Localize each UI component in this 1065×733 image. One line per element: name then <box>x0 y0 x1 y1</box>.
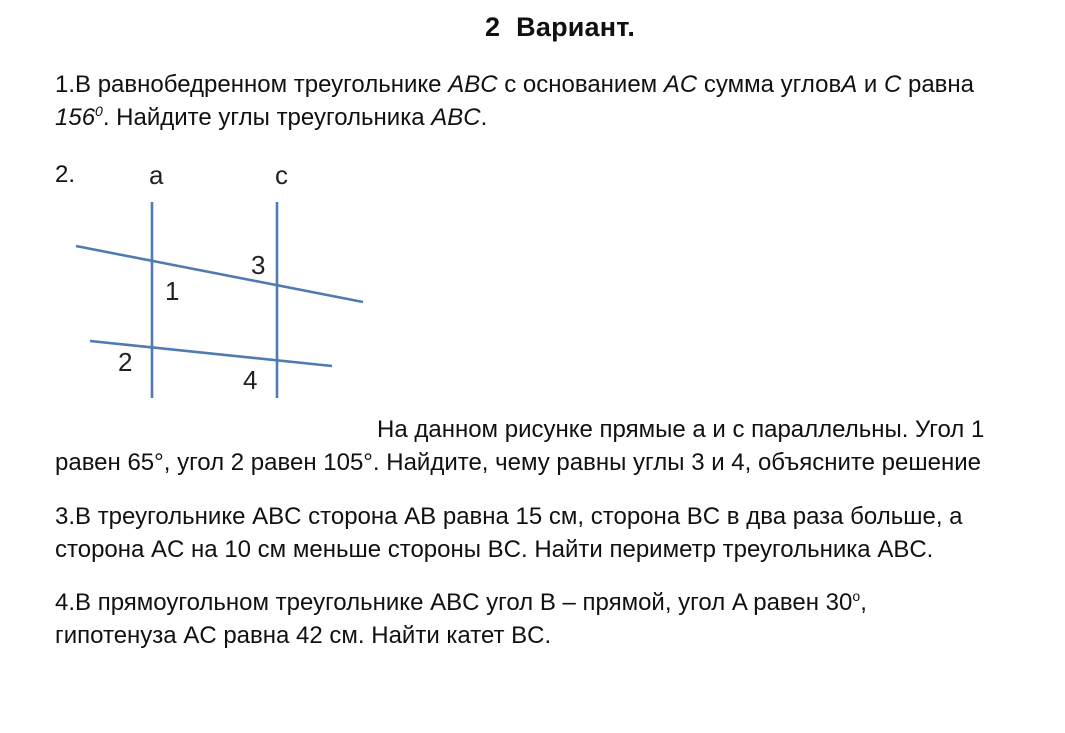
task-1-base-name: AC <box>663 71 698 98</box>
task-1-text: . Найдите углы треугольника <box>102 104 432 131</box>
task-4-degree: o <box>852 588 861 604</box>
task-4-line-1: 4.В прямоугольном треугольнике ABC угол B – прямой, угол A равен 30 <box>55 589 853 616</box>
task-4 <box>55 586 1030 652</box>
task-1-text: В равнобедренном треугольнике <box>75 71 449 98</box>
task-2-line-1: На данном рисунке прямые а и с параллельны. Угол 1 <box>377 416 985 443</box>
task-1-number: 1. <box>55 71 76 98</box>
task-2-text <box>55 413 1030 479</box>
task-4-comma: , <box>860 589 867 616</box>
task-1-angle-c: C <box>883 71 902 98</box>
angle-4-label: 4 <box>243 365 258 395</box>
label-c: c <box>275 160 288 190</box>
task-1-text: и <box>857 71 884 98</box>
task-4-line-2: гипотенуза AC равна 42 см. Найти катет BC. <box>55 622 552 649</box>
task-3 <box>55 500 1030 566</box>
task-3-line-1: 3.В треугольнике ABC сторона AB равна 15 см, сторона BC в два раза больше, а <box>55 503 963 530</box>
task-1-text: равна <box>901 71 975 98</box>
task-1-text: с основанием <box>497 71 664 98</box>
angle-3-label: 3 <box>251 250 266 280</box>
variant-number: 2 <box>484 12 501 42</box>
task-1-angle-sum: 156 <box>55 104 96 131</box>
task-1-text: . <box>480 104 488 131</box>
transversal-top <box>76 246 363 302</box>
task-1-text: сумма углов <box>697 71 842 98</box>
task-1-triangle-name: ABC <box>448 71 498 98</box>
variant-label: Вариант. <box>516 12 636 42</box>
task-2-line-2: равен 65°, угол 2 равен 105°. Найдите, чему равны углы 3 и 4, объясните решение <box>55 449 981 476</box>
angle-2-label: 2 <box>118 347 133 377</box>
task-1-degree: 0 <box>95 103 103 119</box>
angle-1-label: 1 <box>165 276 180 306</box>
task-3-line-2: сторона AC на 10 см меньше стороны BC. Найти периметр треугольника ABC. <box>55 536 934 563</box>
label-a: a <box>149 160 164 190</box>
task-2-number: 2. <box>55 161 76 188</box>
task-1-angle-a: A <box>841 71 858 98</box>
task-1-triangle-name: ABC <box>431 104 481 131</box>
